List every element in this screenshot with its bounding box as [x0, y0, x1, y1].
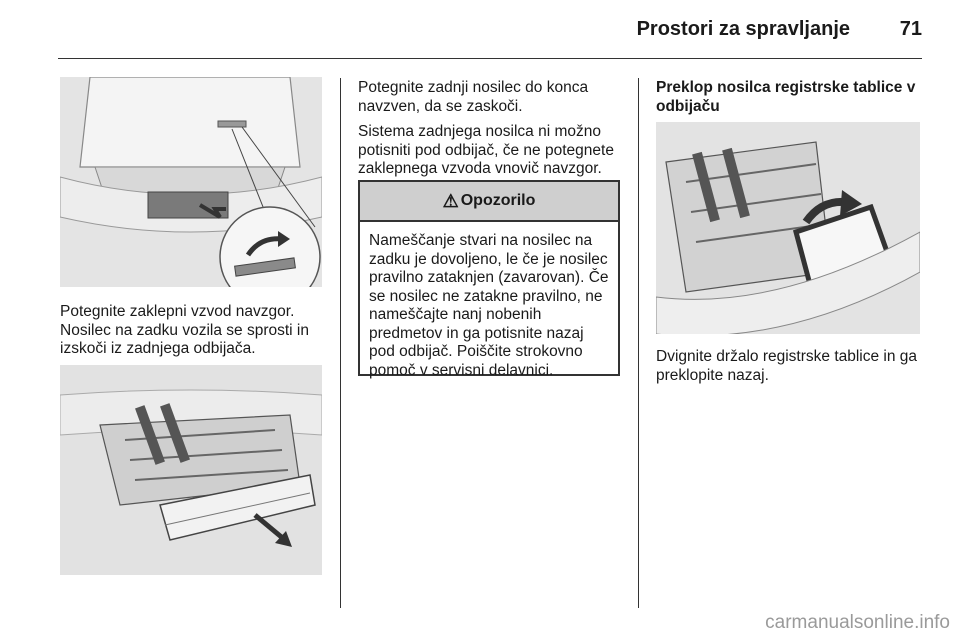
page-number: 71: [899, 18, 922, 40]
header-divider: [58, 58, 922, 59]
warning-title: Opozorilo: [460, 192, 536, 209]
column-divider-left: [340, 78, 341, 608]
carrier-extended-illustration: [60, 365, 322, 575]
figure-tailgate-lever: [60, 77, 322, 287]
warning-header: [360, 182, 618, 222]
paragraph-pull-out: Potegnite zadnji nosilec do konca navzven, da se zaskoči.: [358, 79, 589, 115]
license-plate-holder-illustration: [656, 122, 920, 334]
warning-body: Nameščanje stvari na nosilec na zadku je dovoljeno, le če je nosilec pravilno zataknjen (zavarovan). Če se nosilec ne zatakne pravilno, ne nameščajte nanj nobenih predmetov in ga potisnite nazaj pod odbijač. Poiščite strokovno pomoč v servisni delavnici.: [369, 232, 609, 379]
column-divider-right: [638, 78, 639, 608]
figure-carrier-extended: [60, 365, 322, 575]
warning-triangle-icon: ⚠: [442, 190, 459, 211]
caption-lever: Potegnite zaklepni vzvod navzgor. Nosilec na zadku vozila se sprosti in izskoči iz zadnjega odbijača.: [60, 303, 309, 357]
middle-text: [358, 79, 624, 186]
caption-plate-holder: Dvignite držalo registrske tablice in ga preklopite nazaj.: [656, 348, 918, 384]
section-subheading: Preklop nosilca registrske tablice v odbijaču: [656, 79, 916, 115]
paragraph-lever-info: Sistema zadnjega nosilca ni možno potisniti pod odbijač, če ne potegnete zaklepnega vzvoda vnovič navzgor.: [358, 123, 614, 177]
warning-box: [358, 180, 620, 379]
figure-license-plate-holder: [656, 122, 920, 334]
watermark: carmanualsonline.info: [765, 612, 950, 633]
page-title: Prostori za spravljanje: [636, 18, 850, 40]
tailgate-lever-illustration: [60, 77, 322, 287]
